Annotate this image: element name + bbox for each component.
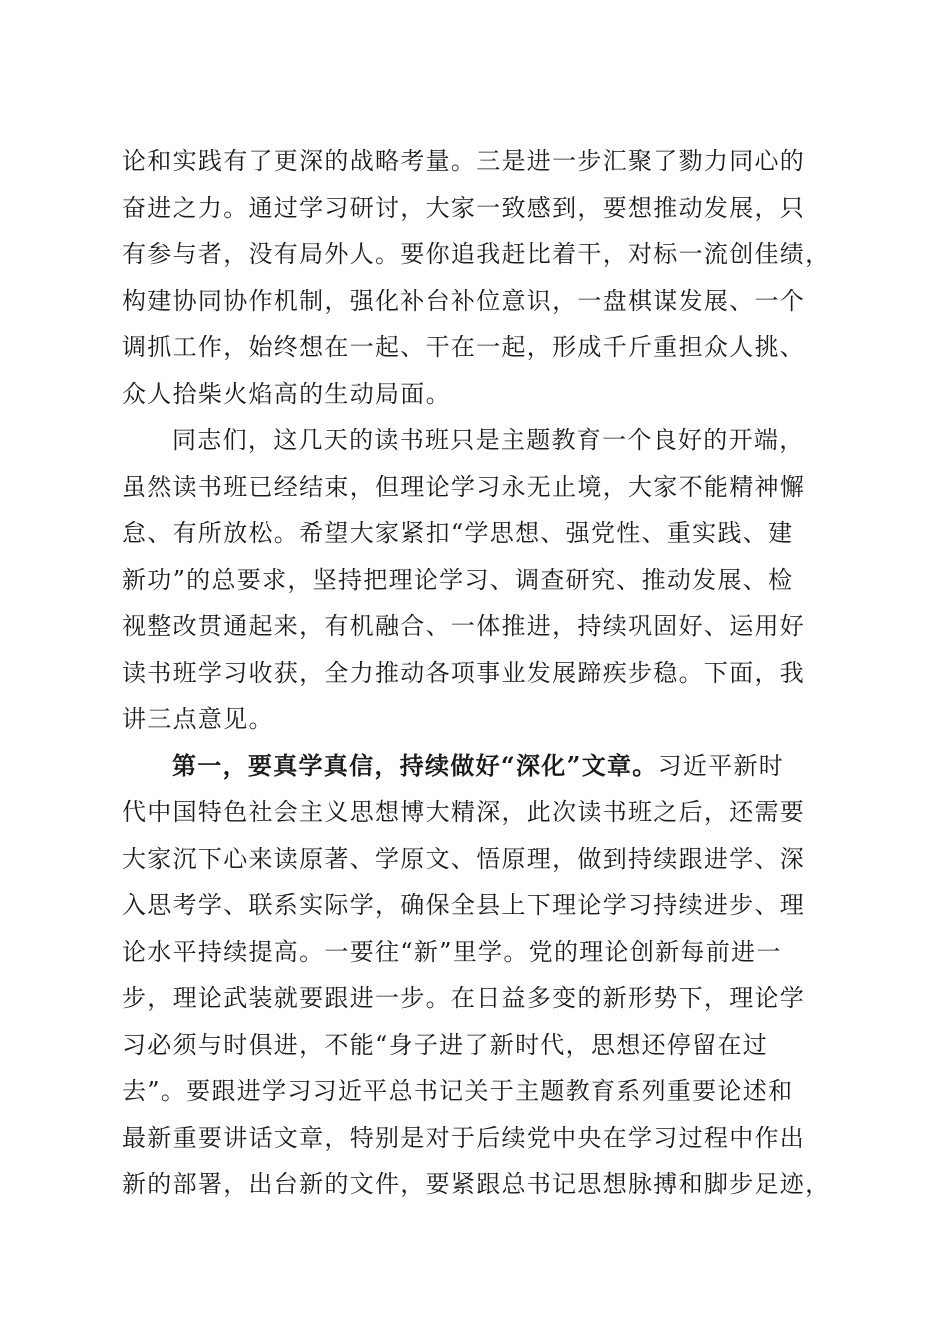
line-text: 读书班学习收获，全力推动各项事业发展蹄疾步稳。下面，我: [122, 658, 806, 687]
text-line-17: [122, 882, 862, 929]
line-text: 怠、有所放松。希望大家紧扣“学思想、强党性、重实践、建: [122, 519, 794, 547]
line-text: 习近平新时: [657, 751, 785, 780]
line-text: 众人拾柴火焰高的生动局面。: [122, 379, 451, 408]
text-line-15: [122, 789, 862, 836]
text-line-2: [122, 185, 862, 232]
line-text: 视整改贯通起来，有机融合、一体推进，持续巩固好、运用好: [122, 612, 806, 640]
text-line-21: [122, 1068, 862, 1115]
text-line-20: [122, 1022, 862, 1069]
line-text: 调抓工作，始终想在一起、干在一起，形成千斤重担众人挑、: [122, 333, 806, 361]
line-text: 奋进之力。通过学习研讨，大家一致感到，要想推动发展，只: [122, 193, 806, 222]
line-text: 新功”的总要求，坚持把理论学习、调查研究、推动发展、检: [122, 565, 794, 594]
document-body: [122, 138, 862, 1208]
text-line-18: [122, 929, 862, 976]
text-line-8: [122, 464, 862, 511]
text-line-11: [122, 603, 862, 650]
text-line-3: [122, 231, 862, 278]
text-line-22: [122, 1115, 862, 1162]
line-text: 讲三点意见。: [122, 705, 274, 733]
line-text: 大家沉下心来读原著、学原文、悟原理，做到持续跟进学、深: [122, 844, 806, 873]
line-text: 同志们，这几天的读书班只是主题教育一个良好的开端，: [172, 426, 805, 454]
text-line-6: [122, 371, 862, 418]
text-line-23: [122, 1161, 862, 1208]
text-line-7: [122, 417, 862, 464]
line-text: 论和实践有了更深的战略考量。三是进一步汇聚了勠力同心的: [122, 147, 806, 175]
text-line-5: [122, 324, 862, 371]
line-text: 步，理论武装就要跟进一步。在日益多变的新形势下，理论学: [122, 984, 806, 1012]
text-line-9: [122, 510, 862, 557]
text-line-12: [122, 650, 862, 697]
line-text: 有参与者，没有局外人。要你追我赶比着干，对标一流创佳绩，: [122, 240, 831, 268]
line-text: 习必须与时俱进，不能“身子进了新时代，思想还停留在过: [122, 1030, 769, 1059]
text-line-14: [122, 743, 862, 790]
text-line-10: [122, 557, 862, 604]
text-line-4: [122, 278, 862, 325]
section-heading: 第一，要真学真信，持续做好“深化”文章。: [172, 750, 658, 780]
line-text: 去”。要跟进学习习近平总书记关于主题教育系列重要论述和: [122, 1077, 794, 1105]
text-line-16: [122, 836, 862, 883]
line-text: 代中国特色社会主义思想博大精深，此次读书班之后，还需要: [122, 798, 806, 826]
text-line-1: [122, 138, 862, 185]
text-line-19: [122, 975, 862, 1022]
line-text: 虽然读书班已经结束，但理论学习永无止境，大家不能精神懈: [122, 472, 806, 501]
line-text: 最新重要讲话文章，特别是对于后续党中央在学习过程中作出: [122, 1123, 806, 1152]
line-text: 论水平持续提高。一要往“新”里学。党的理论创新每前进一: [122, 937, 782, 966]
line-text: 新的部署，出台新的文件，要紧跟总书记思想脉搏和脚步足迹，: [122, 1170, 831, 1198]
line-text: 构建协同协作机制，强化补台补位意识，一盘棋谋发展、一个: [122, 286, 806, 315]
text-line-13: [122, 696, 862, 743]
line-text: 入思考学、联系实际学，确保全县上下理论学习持续进步、理: [122, 891, 806, 919]
